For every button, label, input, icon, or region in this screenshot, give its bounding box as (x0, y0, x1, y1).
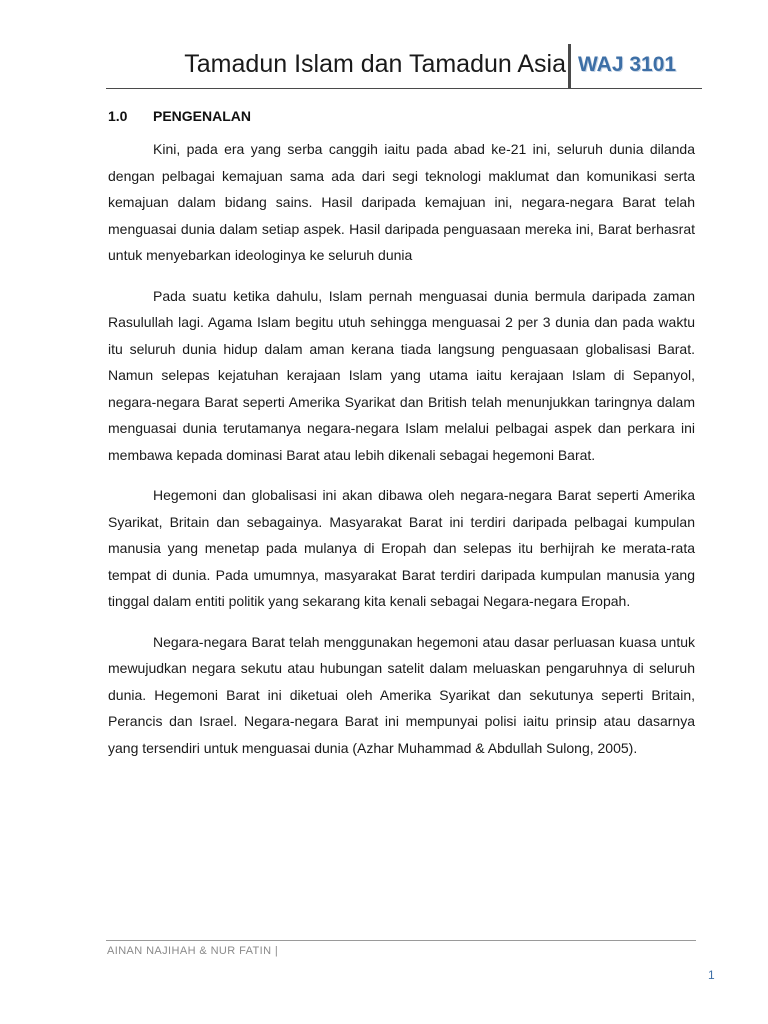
course-code: WAJ 3101 (578, 53, 677, 76)
header-divider (568, 44, 571, 88)
body-text (108, 136, 695, 775)
section-heading (108, 108, 698, 124)
paragraph-3: Hegemoni dan globalisasi ini akan dibawa oleh negara-negara Barat seperti Amerika Syarikat, Britain dan sebagainya. Masyarakat Barat ini terdiri daripada pelbagai kumpulan manusia yang menetap pada mulanya di Eropah dan selepas itu berhijrah ke merata-rata tempat di dunia. Pada umumnya, masyarakat Barat terdiri daripada kumpulan manusia yang tinggal dalam entiti politik yang sekarang kita kenali sebagai Negara-negara Eropah. (108, 487, 695, 609)
page-header (106, 44, 702, 89)
paragraph-1: Kini, pada era yang serba canggih iaitu pada abad ke-21 ini, seluruh dunia dilanda dengan pelbagai kemajuan sama ada dari segi teknologi maklumat dan komunikasi serta kemajuan dalam bidang sains. Hasil daripada kemajuan ini, negara-negara Barat telah menguasai dunia dalam setiap aspek. Hasil daripada penguasaan mereka ini, Barat berhasrat untuk menyebarkan ideologinya ke seluruh dunia (108, 141, 695, 263)
paragraph-2: Pada suatu ketika dahulu, Islam pernah menguasai dunia bermula daripada zaman Rasulullah lagi. Agama Islam begitu utuh sehingga menguasai 2 per 3 dunia dan pada waktu itu seluruh dunia hidup dalam aman kerana tiada langsung penguasaan globalisasi Barat. Namun selepas kejatuhan kerajaan Islam yang utama iaitu kerajaan Islam di Sepanyol, negara-negara Barat seperti Amerika Syarikat dan British telah menunjukkan taringnya dalam menguasai dunia terutamanya negara-negara Islam melalui pelbagai aspek dan perkara ini membawa kepada dominasi Barat atau lebih dikenali sebagai hegemoni Barat. (108, 287, 695, 463)
paragraph-4: Negara-negara Barat telah menggunakan hegemoni atau dasar perluasan kuasa untuk mewujudkan negara sekutu atau hubungan satelit dalam meluaskan pengaruhnya di seluruh dunia. Hegemoni Barat ini diketuai oleh Amerika Syarikat dan sekutunya seperti Britain, Perancis dan Israel. Negara-negara Barat ini mempunyai polisi iaitu prinsip atau dasarnya yang tersendiri untuk menguasai dunia (Azhar Muhammad & Abdullah Sulong, 2005). (108, 633, 695, 756)
page-footer (106, 940, 696, 957)
footer-authors: AINAN NAJIHAH & NUR FATIN | (107, 945, 279, 957)
section-title: PENGENALAN (153, 108, 252, 124)
document-title: Tamadun Islam dan Tamadun Asia (184, 50, 566, 78)
section-number: 1.0 (108, 108, 128, 124)
page-number: 1 (708, 968, 715, 982)
